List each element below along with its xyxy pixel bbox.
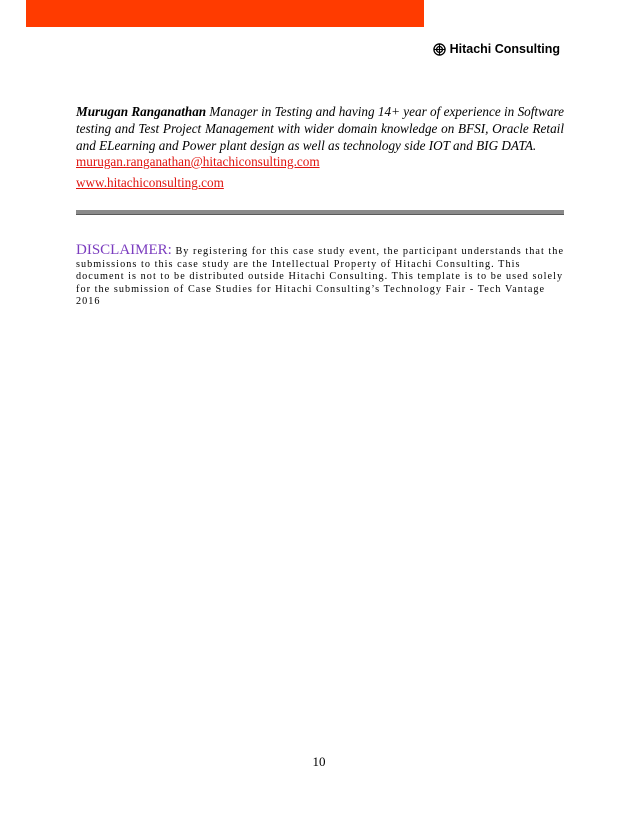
disclaimer <box>76 243 566 309</box>
disclaimer-text: By registering for this case study event, the participant understands that the submissions to this case study are the Intellectual Property of Hitachi Consulting. This document is not to be distributed outside Hitachi Consulting. This template is to be used solely for the submission of Case Studies for Hitachi Consulting’s Technology Fair - Tech Vantage 2016 <box>76 246 565 308</box>
author-bio <box>76 103 564 154</box>
section-divider <box>76 210 564 215</box>
author-bio-text: Manager in Testing and having 14+ year of experience in Software testing and Test Project Management with wider domain knowledge on BFSI, Oracle Retail and ELearning and Power plant design as well as technology side IOT and BIG DATA. <box>76 104 564 153</box>
hitachi-logo-icon <box>433 43 446 56</box>
brand-logo <box>433 42 560 56</box>
email-link[interactable]: murugan.ranganathan@hitachiconsulting.com <box>76 154 320 169</box>
header-accent-bar <box>26 0 424 27</box>
page-number: 10 <box>312 754 326 769</box>
disclaimer-label: DISCLAIMER: <box>76 242 172 258</box>
author-name: Murugan Ranganathan <box>76 104 207 119</box>
website-link[interactable]: www.hitachiconsulting.com <box>76 175 224 190</box>
brand-name: Hitachi Consulting <box>449 42 560 56</box>
